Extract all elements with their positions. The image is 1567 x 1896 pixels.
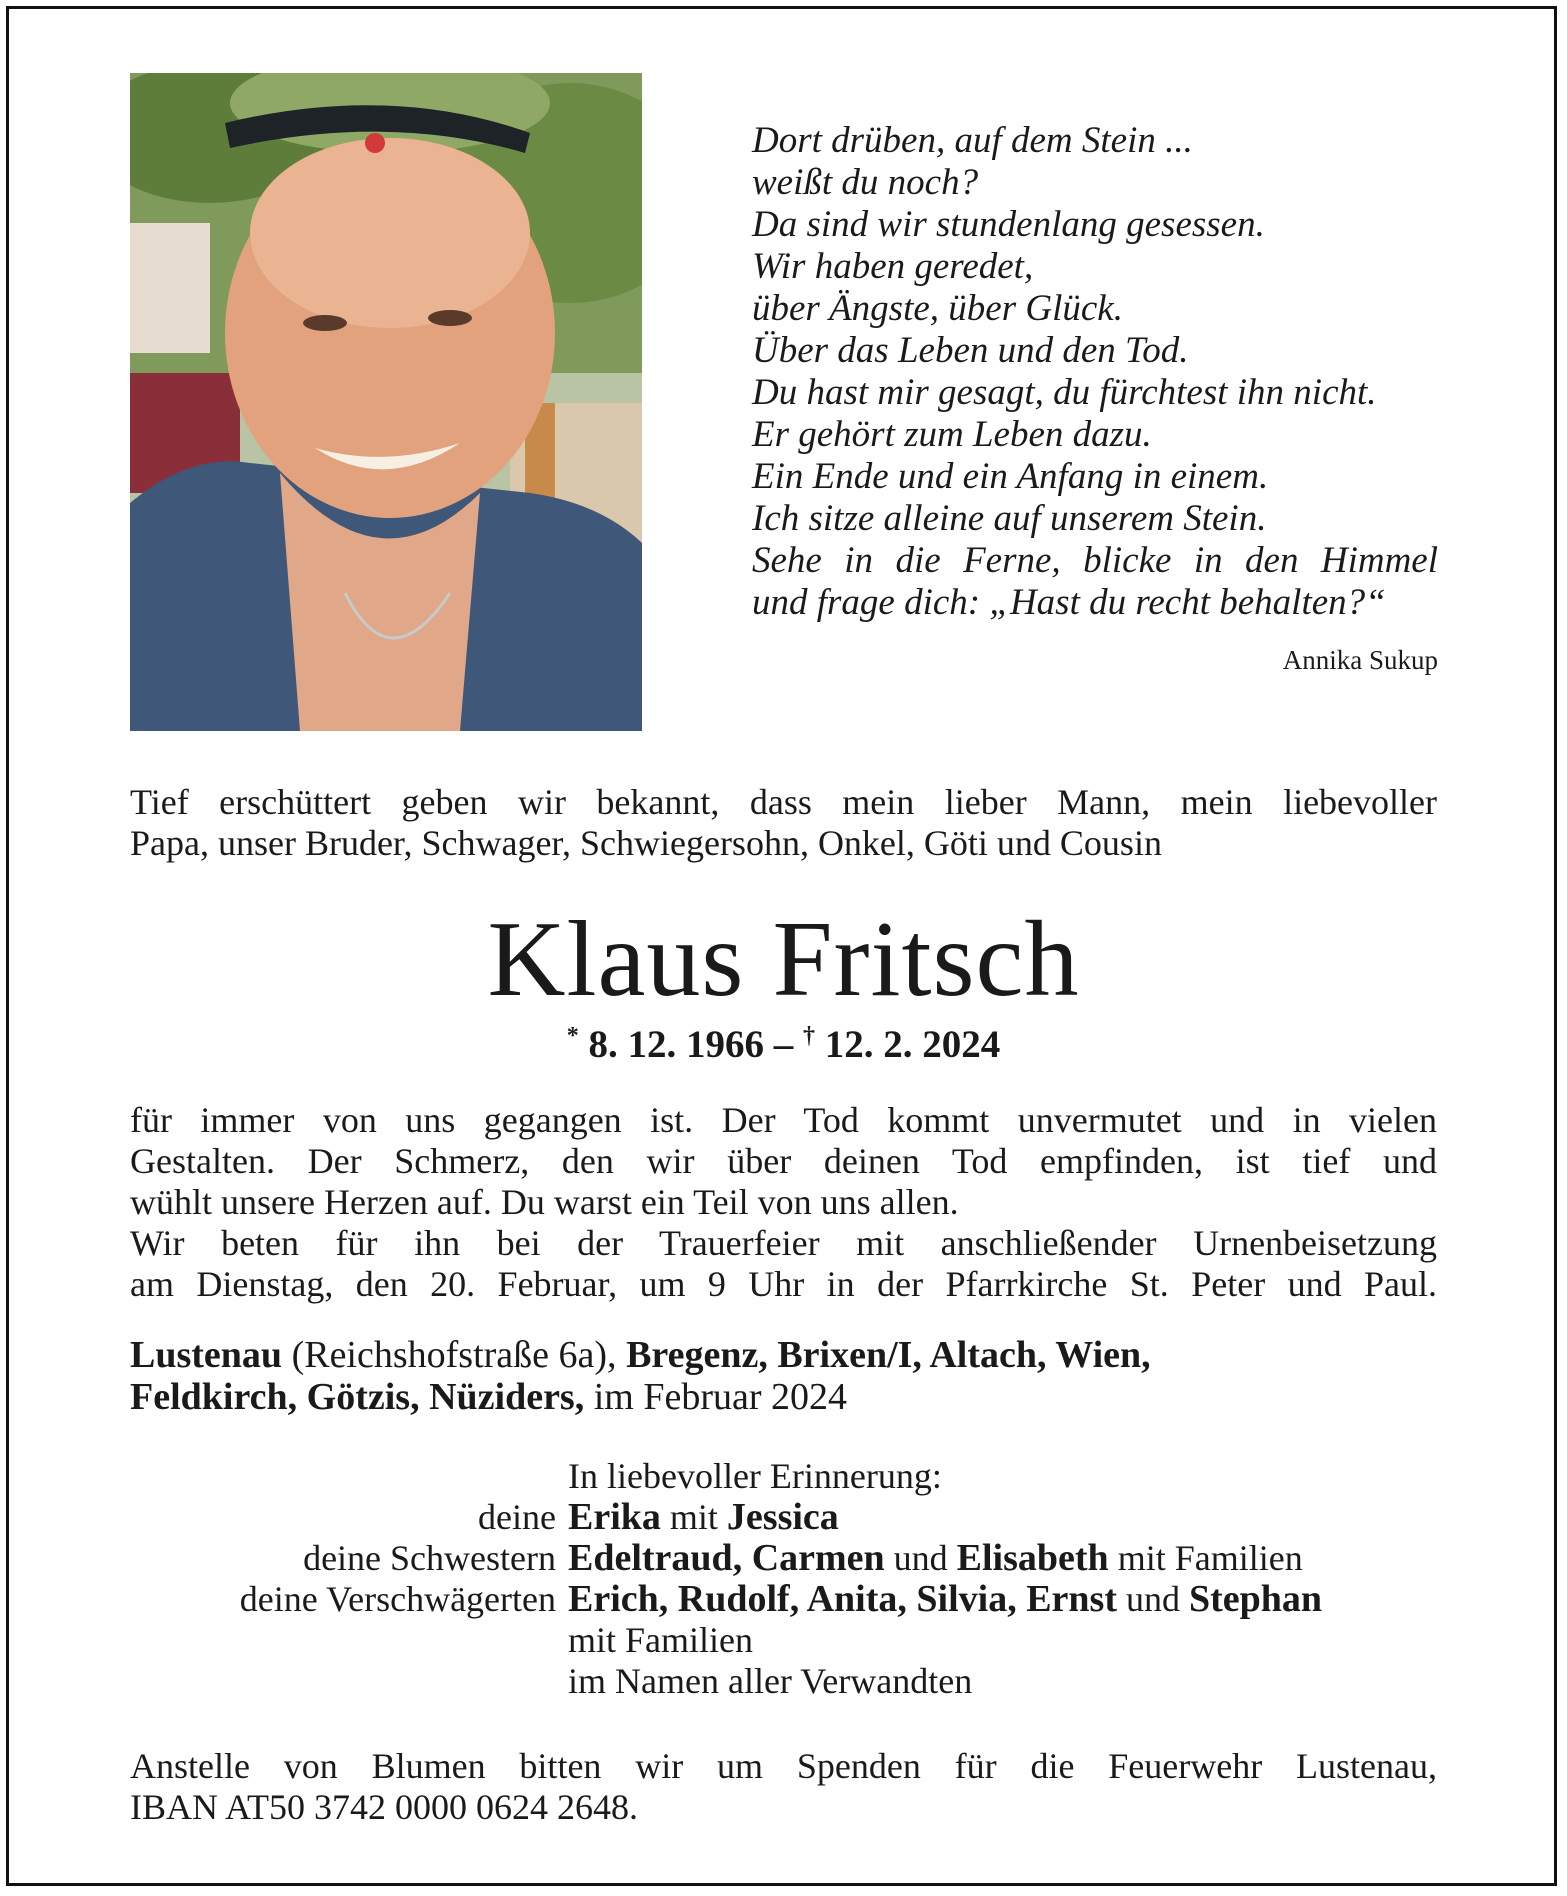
place-address: (Reichshofstraße 6a), [291, 1334, 617, 1376]
poem-line: über Ängste, über Glück. [752, 288, 1123, 329]
date-separator: – [773, 1023, 794, 1066]
intro-line: Tief erschüttert geben wir bekannt, dass mein lieber Mann, mein liebevoller [130, 782, 1437, 822]
mourner-closing: im Namen aller Verwandten [568, 1661, 973, 1701]
poem-line: und frage dich: „Hast du recht behalten?“ [752, 582, 1386, 623]
mourner-label: deine Schwestern [303, 1538, 556, 1578]
mourners-heading: In liebevoller Erinnerung: [568, 1456, 942, 1496]
donation-iban: IBAN AT50 3742 0000 0624 2648. [130, 1787, 639, 1827]
poem-author: Annika Sukup [1282, 645, 1438, 675]
mourner-name: Edeltraud, Carmen [568, 1537, 885, 1579]
body-line: Wir beten für ihn bei der Trauerfeier mit anschließender Urnenbeisetzung [130, 1223, 1437, 1263]
body-line: wühlt unsere Herzen auf. Du warst ein Teil von uns allen. [130, 1182, 959, 1222]
mourners-list [130, 1456, 1437, 1702]
mourner-row [130, 1538, 1437, 1579]
poem-line: Wir haben geredet, [752, 246, 1034, 287]
places-date [130, 1334, 1437, 1418]
place-others: Feldkirch, Götzis, Nüziders, [130, 1376, 585, 1418]
body-line: für immer von uns gegangen ist. Der Tod kommt unvermutet und in vielen [130, 1100, 1437, 1140]
poem-line: Ich sitze alleine auf unserem Stein. [752, 498, 1267, 539]
body-line: am Dienstag, den 20. Februar, um 9 Uhr in der Pfarrkirche St. Peter und Paul. [130, 1264, 1437, 1304]
donation-line: Anstelle von Blumen bitten wir um Spenden für die Feuerwehr Lustenau, [130, 1746, 1437, 1786]
poem-line: Über das Leben und den Tod. [752, 330, 1189, 371]
mourner-connector: mit [669, 1497, 718, 1537]
poem-line: Er gehört zum Leben dazu. [752, 414, 1152, 455]
poem-line: Du hast mir gesagt, du fürchtest ihn nicht. [752, 372, 1377, 413]
mourner-name: Elisabeth [956, 1537, 1109, 1579]
body-text [130, 1100, 1437, 1305]
poem-line: Dort drüben, auf dem Stein ... [752, 120, 1193, 161]
mourner-name: Erika [568, 1496, 661, 1538]
donation-note [130, 1746, 1437, 1828]
place-others: Bregenz, Brixen/I, Altach, Wien, [626, 1334, 1151, 1376]
poem-line: Ein Ende und ein Anfang in einem. [752, 456, 1269, 497]
mourner-connector: und [1125, 1579, 1180, 1619]
mourner-name: Erich, Rudolf, Anita, Silvia, Ernst [568, 1578, 1117, 1620]
body-line: Gestalten. Der Schmerz, den wir über deinen Tod empfinden, ist tief und [130, 1141, 1437, 1181]
mourner-name: Jessica [726, 1496, 839, 1538]
place-town: Lustenau [130, 1334, 283, 1376]
death-symbol: † [803, 1023, 815, 1049]
deceased-name: Klaus Fritsch [487, 900, 1080, 1019]
mourner-label: deine Verschwägerten [239, 1579, 556, 1619]
place-date: im Februar 2024 [593, 1376, 848, 1418]
poem-line: Da sind wir stundenlang gesessen. [752, 204, 1265, 245]
birth-symbol: * [566, 1023, 579, 1049]
mourner-label: deine [478, 1497, 556, 1537]
life-dates [0, 1022, 1567, 1067]
intro-text [130, 782, 1437, 864]
birth-date: 8. 12. 1966 [588, 1023, 764, 1066]
mourner-name: Stephan [1188, 1578, 1323, 1620]
portrait-photo [130, 73, 642, 731]
poem [752, 120, 1438, 624]
poem-line: weißt du noch? [752, 162, 979, 203]
mourner-row [130, 1497, 1437, 1538]
mourner-suffix: mit Familien [1117, 1538, 1303, 1578]
poem-line: Sehe in die Ferne, blicke in den Himmel [752, 540, 1438, 581]
mourner-connector: und [893, 1538, 948, 1578]
mourner-row [130, 1579, 1437, 1620]
death-date: 12. 2. 2024 [824, 1023, 1001, 1066]
intro-line: Papa, unser Bruder, Schwager, Schwiegersohn, Onkel, Göti und Cousin [130, 823, 1162, 863]
mourner-suffix: mit Familien [568, 1620, 753, 1660]
